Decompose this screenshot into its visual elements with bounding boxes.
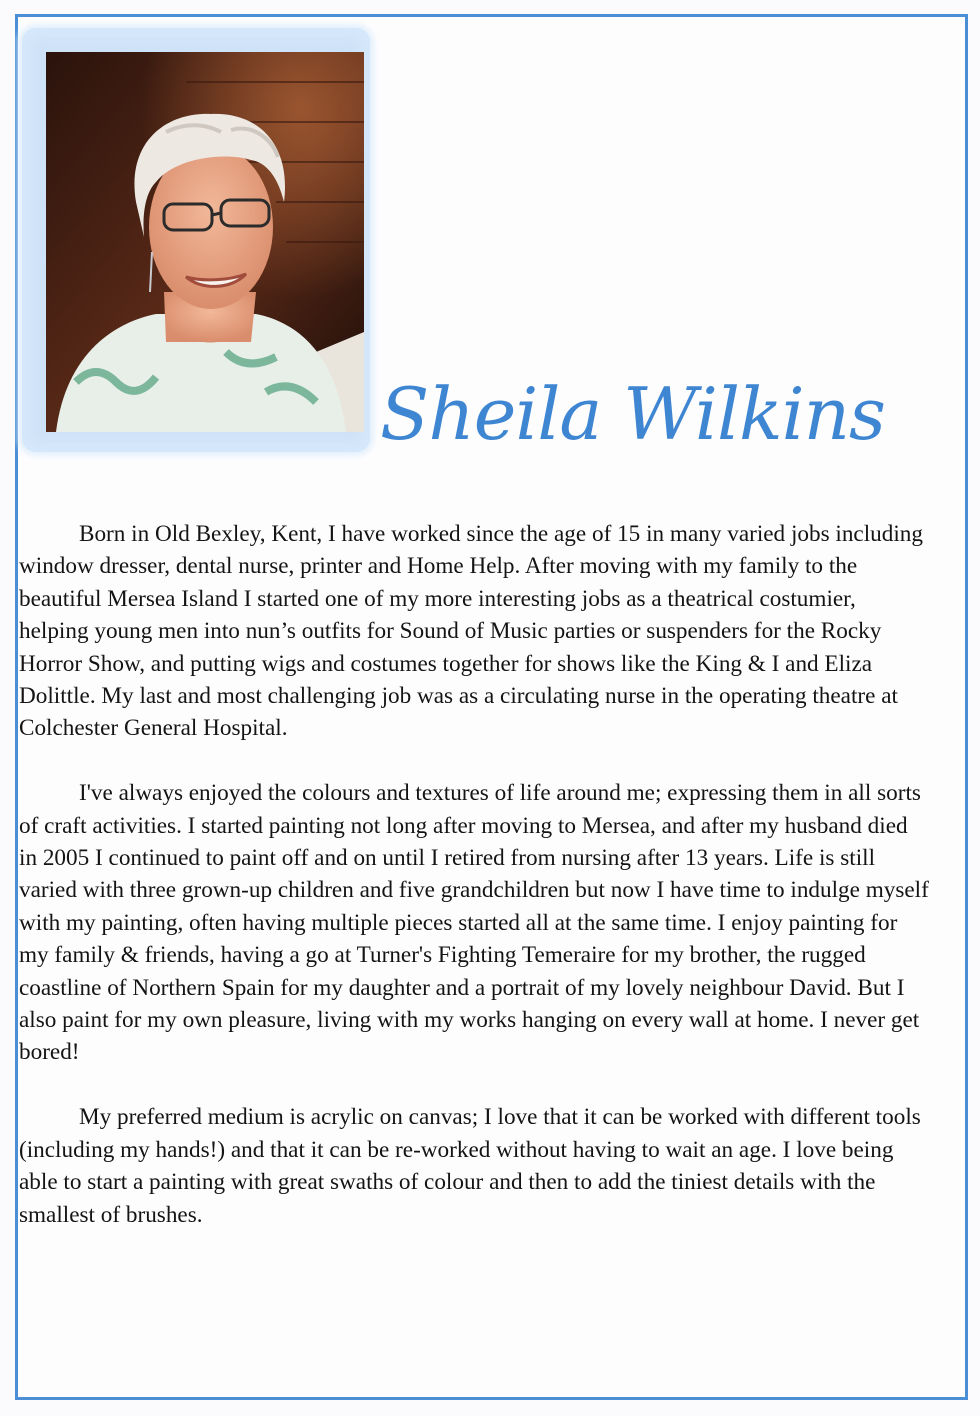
- bio-paragraph: I've always enjoyed the colours and textures of life around me; expressing them in all sorts of craft activities. I started painting not long after moving to Mersea, and after my husband died in 2005 I continued to paint off and on until I retired from nursing after 13 years. Life is still varied with three grown-up children and five grandchildren but now I have time to indulge myself with my painting, often having multiple pieces started all at the same time. I enjoy painting for my family & friends, having a go at Turner's Fighting Temeraire for my brother, the rugged coastline of Northern Spain for my daughter and a portrait of my lovely neighbour David. But I also paint for my own pleasure, living with my works hanging on every wall at home. I never get bored!: [19, 780, 929, 1066]
- portrait-photo: [46, 52, 364, 432]
- biography: [19, 518, 929, 1231]
- person-name: Sheila Wilkins: [380, 372, 885, 456]
- bio-paragraph: My preferred medium is acrylic on canvas; I love that it can be worked with different tools (including my hands!) and that it can be re-worked without having to wait an age. I love being able to start a painting with great swaths of colour and then to add the tiniest details with the smallest of brushes.: [19, 1104, 921, 1228]
- bio-paragraph: Born in Old Bexley, Kent, I have worked since the age of 15 in many varied jobs including window dresser, dental nurse, printer and Home Help. After moving with my family to the beautiful Mersea Island I started one of my more interesting jobs as a theatrical costumier, helping young men into nun’s outfits for Sound of Music parties or suspenders for the Rocky Horror Show, and putting wigs and costumes together for shows like the King & I and Eliza Dolittle. My last and most challenging job was as a circulating nurse in the operating theatre at Colchester General Hospital.: [19, 521, 923, 742]
